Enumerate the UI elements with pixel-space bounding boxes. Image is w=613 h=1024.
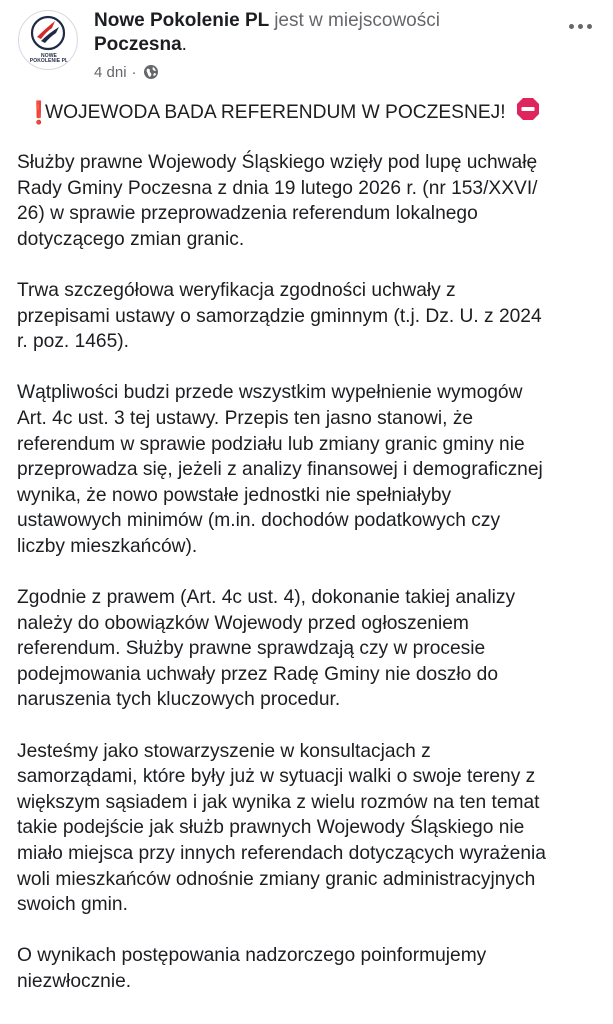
location-link[interactable]: Poczesna [94,34,182,55]
checkin-text: jest w miejscowości [274,10,440,31]
headline-text: WOJEWODA BADA REFERENDUM W POCZESNEJ! [45,102,506,124]
page-name-line [94,10,440,32]
post-paragraph: O wynikach postępowania nadzorczego poinformujemy niezwłocznie. [17,945,487,992]
post-paragraph: Wątpliwości budzi przede wszystkim wypełnienie wymogów Art. 4c ust. 3 tej ustawy. Przepis ten jasno stanowi, że referendum w sprawie podziału lub zmiany granic gminy nie przeprowadza się, jeżeli z analizy finansowej i demograficznej wynika, że nowo powstałe jednostki nie spełniałyby ustawowych minimów (m.in. dochodów podatkowych czy liczby mieszkańców). [17,382,543,557]
post-paragraph: Służby prawne Wojewody Śląskiego wzięły pod lupę uchwałę Rady Gminy Poczesna z dnia 19 lutego 2026 r. (nr 153/XXVI/ 26) w sprawie przeprowadzenia referendum lokalnego dotyczącego zmian granic. [17,152,538,250]
more-dot-icon [578,24,583,29]
location-dot: . [181,34,187,55]
exclamation-icon: ❗ [25,100,53,126]
post-timestamp[interactable]: 4 dni [94,63,127,81]
post-content [17,100,601,1020]
more-options-button[interactable] [562,16,598,36]
globe-icon [143,64,159,80]
meta-separator: · [131,63,137,81]
page-avatar[interactable] [18,10,78,70]
page-name-link[interactable]: Nowe Pokolenie PL [94,10,269,31]
post-header [18,10,598,90]
more-dot-icon [569,24,574,29]
location-line [94,34,187,56]
post-paragraph: Jesteśmy jako stowarzyszenie w konsultacjach z samorządami, które były już w sytuacji walki o swoje tereny z większym sąsiadem i jak wynika z wielu rozmów na ten temat takie podejście jak służb prawnych Wojewody Śląskiego nie miało miejsca przy innych referendach dotyczących wyrażenia woli mieszkańców odnośnie zmiany granic administracyjnych swoich gmin. [17,740,546,916]
post-meta [94,62,159,82]
post-paragraph: Zgodnie z prawem (Art. 4c ust. 4), dokonanie takiej analizy należy do obowiązków Wojewody przed ogłoszeniem referendum. Służby prawne sprawdzają czy w procesie podejmowania uchwały przez Radę Gminy nie doszło do naruszenia tych kluczowych procedur. [17,587,516,711]
stop-sign-icon [516,97,540,129]
more-dot-icon [587,24,592,29]
post-headline [17,100,601,126]
avatar-caption: NOWE POKOLENIE PL [29,53,69,64]
post-paragraph: Trwa szczegółowa weryfikacja zgodności uchwały z przepisami ustawy o samorządzie gminnym (t.j. Dz. U. z 2024 r. poz. 1465). [17,279,542,353]
